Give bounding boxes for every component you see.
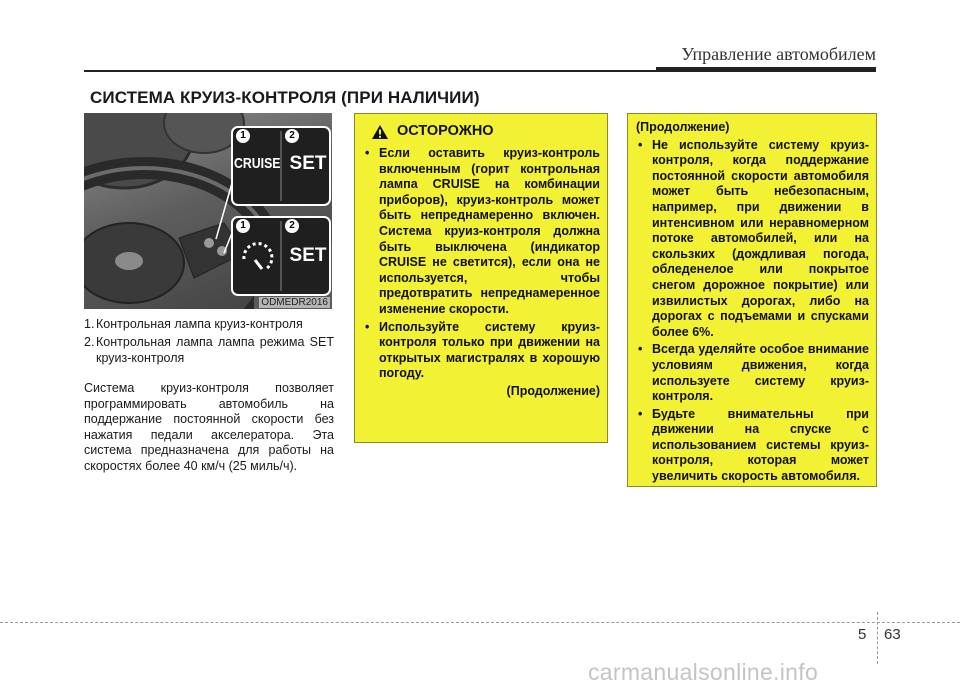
warning-bullet: • Если оставить круиз-контроль включенным (горит контрольная лампа CRUISE на комбинации приборов), круиз-контроль может быть непреднамеренно включен. Система круиз-контроля должна быть выключена (индикатор CRUISE не светится), если она не используется, чтобы предотвратить непреднамеренное изменение скорости.: [365, 146, 600, 316]
page-number-divider: [877, 612, 878, 664]
page-heading: СИСТЕМА КРУИЗ-КОНТРОЛЯ (ПРИ НАЛИЧИИ): [90, 88, 480, 107]
legend-item: [84, 316, 334, 332]
header-rule-accent: [656, 67, 876, 72]
photo-code: ODMEDR2016: [261, 297, 328, 308]
continued-label: (Продолжение): [506, 383, 600, 398]
section-title: Управление автомобилем: [681, 44, 876, 64]
warning-bullet-text: Будьте внимательны при движении на спуске с использованием системы круиз-контроля, которая может увеличить скорость автомобиля.: [652, 406, 869, 484]
warning-box-continued: [627, 113, 877, 487]
page-number: 63: [884, 626, 901, 643]
warning-bullet: • Не используйте систему круиз-контроля, когда поддержание постоянной скорости автомобиля может быть небезопасным, например, при движении в интенсивном или неравномерном потоке автомобилей, или на скользких (дождливая погода, обледенелое или покрытое снегом дорожное покрытие) или извилистых дорогах, либо на дорогах с подъемами и спусками более 6%.: [638, 137, 869, 339]
watermark: carmanualsonline.info: [588, 659, 819, 685]
warning-bullet-text: Используйте систему круиз-контроля только при движении на открытых магистралях в хорошую погоду.: [379, 319, 600, 381]
legend-item-num: 1.: [84, 317, 95, 331]
steering-wheel-photo: [84, 113, 332, 309]
legend-item-num: 2.: [84, 335, 95, 349]
warning-box: [354, 113, 608, 443]
callout-1-badge: 1: [236, 129, 250, 143]
legend-item-text: Контрольная лампа лампа режима SET круиз-контроля: [96, 335, 334, 365]
warning-bullet-text: Если оставить круиз-контроль включенным (горит контрольная лампа CRUISE на комбинации приборов), круиз-контроль может быть непреднамеренно включен. Система круиз-контроля должна быть выключена (индикатор CRUISE не светится), если она не используется, чтобы предотвратить непреднамеренное изменение скорости.: [379, 146, 600, 316]
warning-bullet: • Будьте внимательны при движении на спуске с использованием системы круиз-контроля, которая может увеличить скорость автомобиля.: [638, 406, 869, 484]
callout-1-badge-alt: 1: [236, 219, 250, 233]
legend-item-text: Контрольная лампа круиз-контроля: [96, 317, 303, 331]
warning-bullet: • Всегда уделяйте особое внимание условиям движения, когда используете систему круиз-контроля.: [638, 342, 869, 404]
chapter-number: 5: [858, 626, 867, 643]
cruise-indicator-label: CRUISE: [234, 155, 281, 172]
warning-title: ОСТОРОЖНО: [397, 123, 494, 140]
set-indicator-label: SET: [289, 153, 327, 174]
warning-bullet: • Используйте систему круиз-контроля только при движении на открытых магистралях в хорошую погоду.: [365, 319, 600, 381]
warning-bullet-text: Всегда уделяйте особое внимание условиям движения, когда используете систему круиз-контроля.: [652, 342, 869, 404]
set-indicator-label-alt: SET: [289, 245, 327, 266]
callout-2-badge-alt: 2: [285, 219, 299, 233]
warning-bullet-text: Не используйте систему круиз-контроля, когда поддержание постоянной скорости автомобиля может быть небезопасным, например, при движении в интенсивном или неравномерном потоке автомобилей, или на скользких (дождливая погода, обледенелое или покрытое снегом дорожное покрытие) или извилистых дорогах, либо на дорогах с подъемами и спусками более 6%.: [652, 137, 869, 339]
legend-list: [84, 316, 334, 368]
callout-2-badge: 2: [285, 129, 299, 143]
warning-header: [371, 124, 600, 140]
warning-triangle-icon: [371, 124, 389, 140]
continued-label: (Продолжение): [636, 120, 730, 134]
description-paragraph: Система круиз-контроля позволяет программировать автомобиль на поддержание постоянной скорости без нажатия педали акселератора. Эта система предназначена для работы на скоростях более 40 км/ч (25 миль/ч).: [84, 381, 334, 473]
footer-rule: [0, 622, 960, 623]
legend-item: [84, 334, 334, 366]
